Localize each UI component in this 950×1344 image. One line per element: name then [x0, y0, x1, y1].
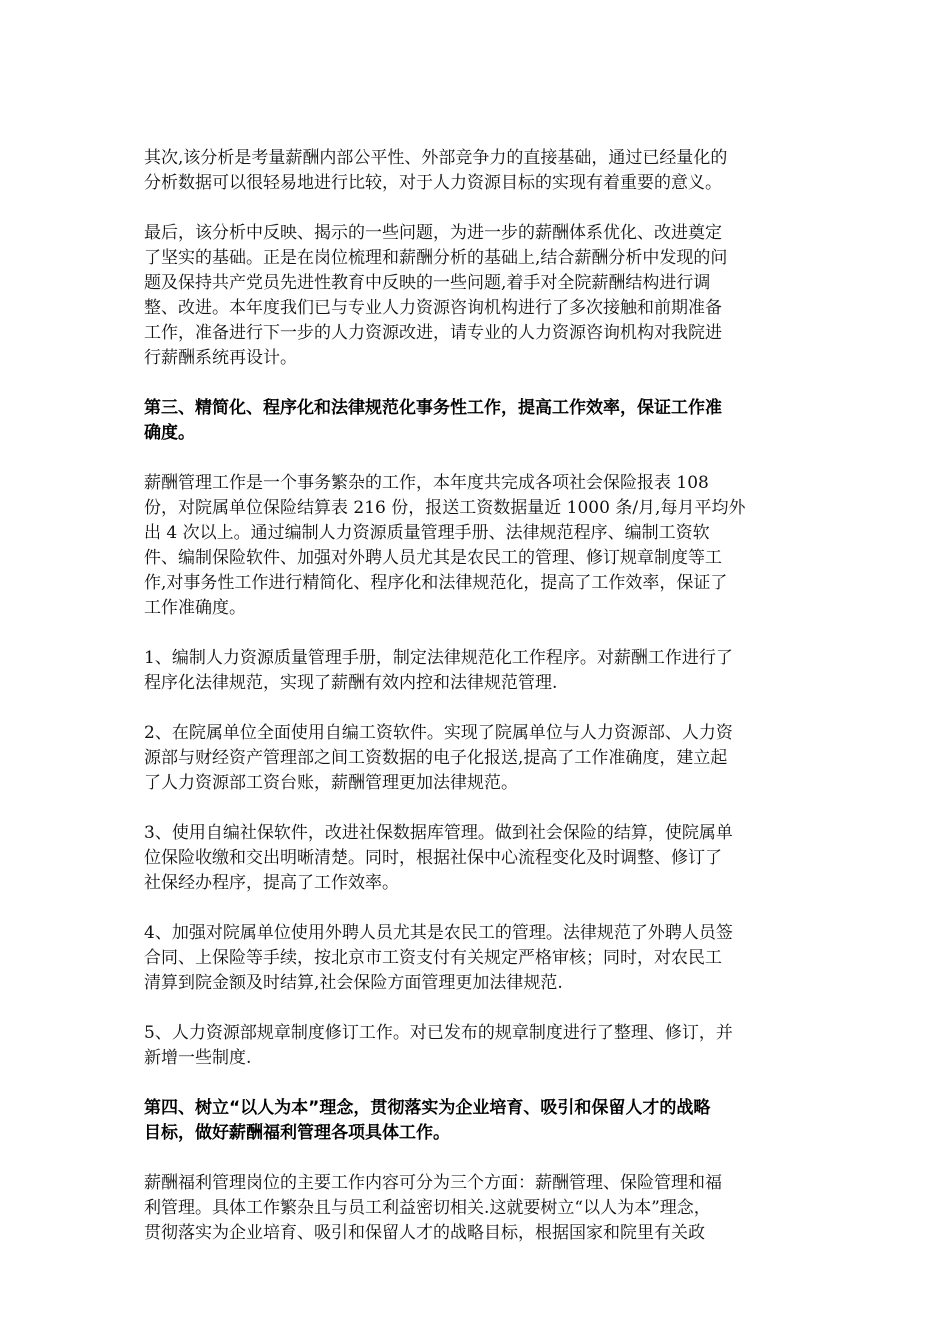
text-line: 份，对院属单位保险结算表 216 份，报送工资数据量近 1000 条/月,每月平均外: [144, 498, 746, 518]
text-line: 确度。: [144, 423, 195, 443]
section-heading-2: [144, 1096, 814, 1146]
text-line: 件、编制保险软件、加强对外聘人员尤其是农民工的管理、修订规章制度等工: [144, 548, 722, 568]
text-line: 整、改进。本年度我们已与专业人力资源咨询机构进行了多次接触和前期准备: [144, 298, 722, 318]
text-line: 行薪酬系统再设计。: [144, 348, 297, 368]
paragraph-7: [144, 921, 814, 996]
text-line: 合同、上保险等手续，按北京市工资支付有关规定严格审核；同时，对农民工: [144, 948, 722, 968]
text-line: 程序化法律规范，实现了薪酬有效内控和法律规范管理.: [144, 673, 558, 693]
paragraph-8: [144, 1021, 814, 1071]
text-line: 分析数据可以很轻易地进行比较，对于人力资源目标的实现有着重要的意义。: [144, 173, 722, 193]
text-line: 薪酬福利管理岗位的主要工作内容可分为三个方面：薪酬管理、保险管理和福: [144, 1173, 722, 1193]
paragraph-3: [144, 471, 814, 621]
text-line: 5、人力资源部规章制度修订工作。对已发布的规章制度进行了整理、修订，并: [144, 1023, 733, 1043]
text-line: 其次,该分析是考量薪酬内部公平性、外部竞争力的直接基础，通过已经量化的: [144, 148, 728, 168]
text-line: 题及保持共产党员先进性教育中反映的一些问题,着手对全院薪酬结构进行调: [144, 273, 711, 293]
text-line: 贯彻落实为企业培育、吸引和保留人才的战略目标，根据国家和院里有关政: [144, 1223, 705, 1243]
text-line: 源部与财经资产管理部之间工资数据的电子化报送,提高了工作准确度，建立起: [144, 748, 728, 768]
text-line: 1、编制人力资源质量管理手册，制定法律规范化工作程序。对薪酬工作进行了: [144, 648, 733, 668]
text-line: 出 4 次以上。通过编制人力资源质量管理手册、法律规范程序、编制工资软: [144, 523, 710, 543]
text-line: 作,对事务性工作进行精简化、程序化和法律规范化，提高了工作效率，保证了: [144, 573, 728, 593]
text-line: 目标，做好薪酬福利管理各项具体工作。: [144, 1123, 450, 1143]
text-line: 最后，该分析中反映、揭示的一些问题，为进一步的薪酬体系优化、改进奠定: [144, 223, 722, 243]
paragraph-1: [144, 146, 814, 196]
text-line: 利管理。具体工作繁杂且与员工利益密切相关.这就要树立“以人为本”理念，: [144, 1198, 711, 1218]
text-line: 3、使用自编社保软件，改进社保数据库管理。做到社会保险的结算，使院属单: [144, 823, 733, 843]
text-line: 社保经办程序，提高了工作效率。: [144, 873, 399, 893]
text-line: 第四、树立“以人为本”理念，贯彻落实为企业培育、吸引和保留人才的战略: [144, 1098, 711, 1118]
text-line: 位保险收缴和交出明晰清楚。同时，根据社保中心流程变化及时调整、修订了: [144, 848, 722, 868]
text-line: 工作准确度。: [144, 598, 246, 618]
text-line: 薪酬管理工作是一个事务繁杂的工作，本年度共完成各项社会保险报表 108: [144, 473, 709, 493]
paragraph-9: [144, 1171, 814, 1246]
text-line: 了坚实的基础。正是在岗位梳理和薪酬分析的基础上,结合薪酬分析中发现的问: [144, 248, 728, 268]
text-line: 4、加强对院属单位使用外聘人员尤其是农民工的管理。法律规范了外聘人员签: [144, 923, 733, 943]
text-line: 第三、精简化、程序化和法律规范化事务性工作，提高工作效率，保证工作准: [144, 398, 722, 418]
text-line: 新增一些制度.: [144, 1048, 252, 1068]
section-heading-1: [144, 396, 814, 446]
text-line: 工作，准备进行下一步的人力资源改进，请专业的人力资源咨询机构对我院进: [144, 323, 722, 343]
paragraph-5: [144, 721, 814, 796]
paragraph-4: [144, 646, 814, 696]
text-line: 了人力资源部工资台账，薪酬管理更加法律规范。: [144, 773, 518, 793]
text-line: 2、在院属单位全面使用自编工资软件。实现了院属单位与人力资源部、人力资: [144, 723, 733, 743]
paragraph-2: [144, 221, 814, 371]
paragraph-6: [144, 821, 814, 896]
document-body: [144, 146, 814, 1271]
text-line: 清算到院金额及时结算,社会保险方面管理更加法律规范.: [144, 973, 563, 993]
